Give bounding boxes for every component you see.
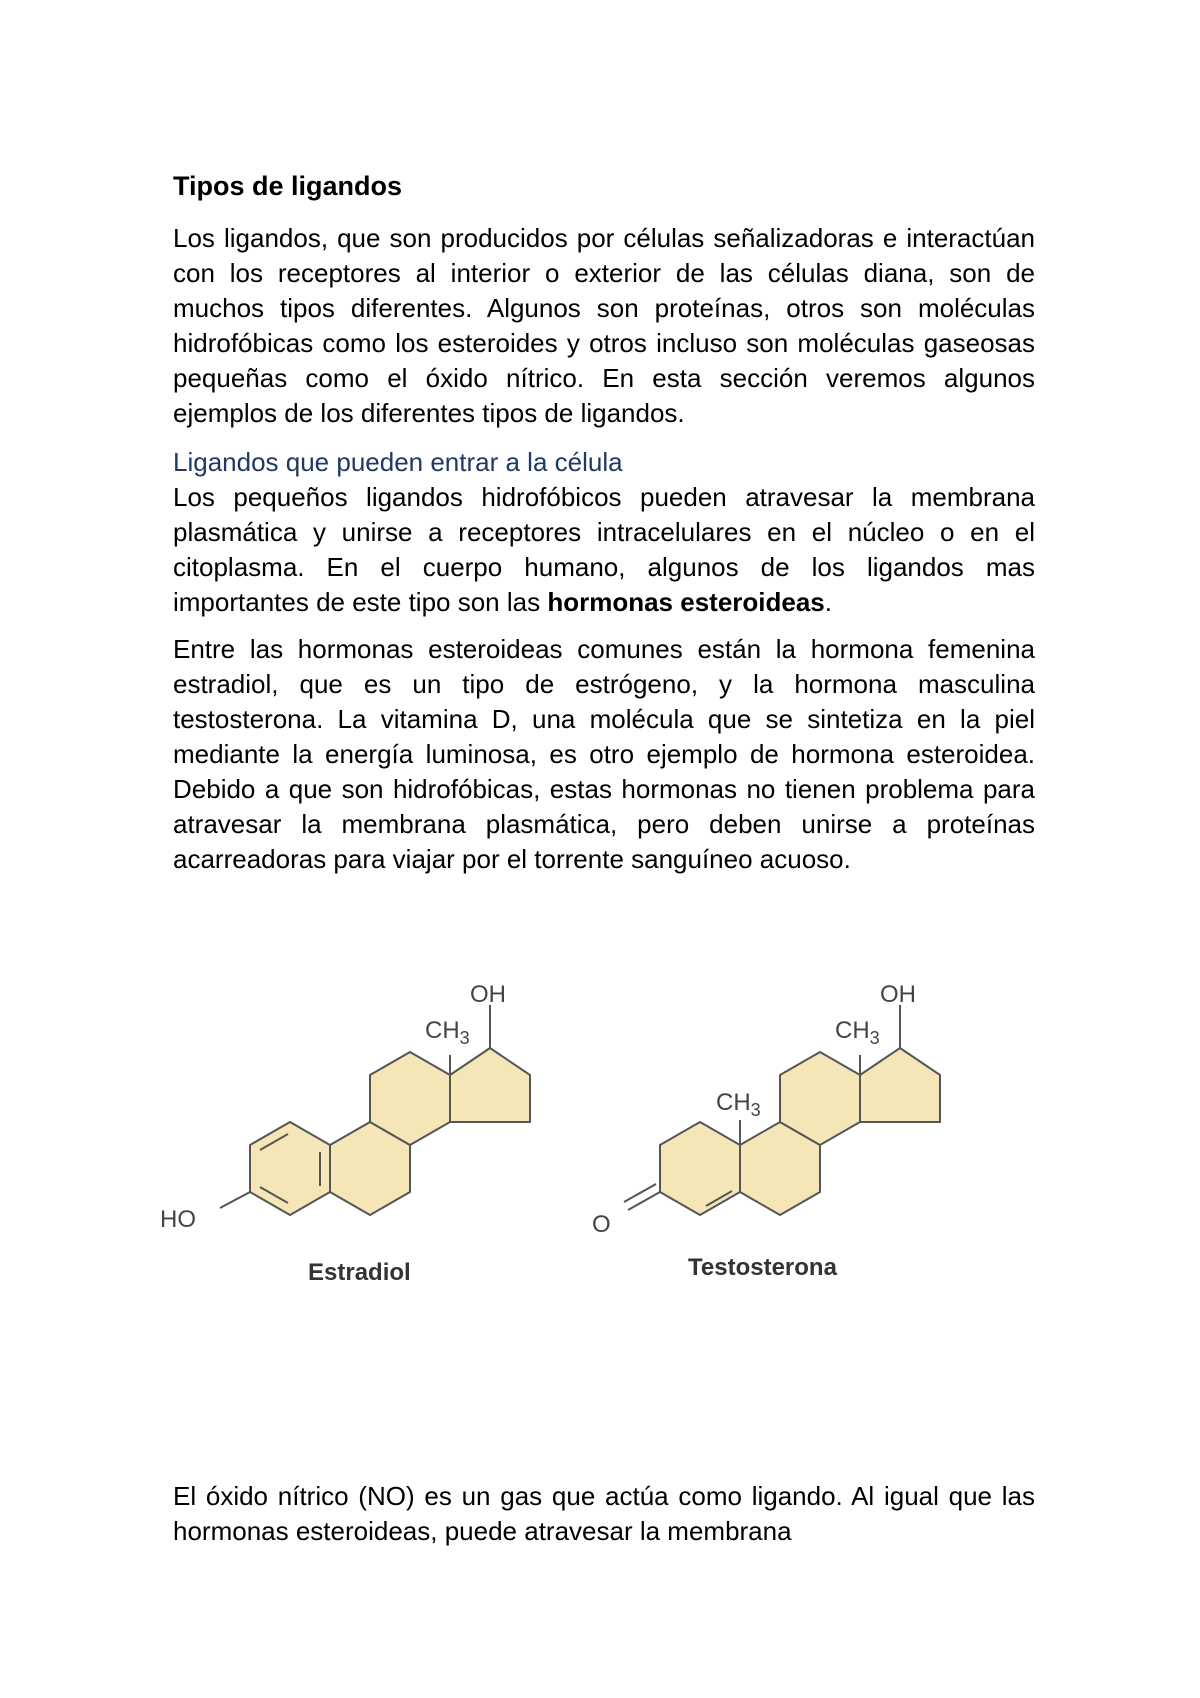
estradiol-ho-label: HO xyxy=(160,1206,196,1233)
estradiol-ring-a xyxy=(250,1122,330,1215)
testosterona-ch3-mid-label: $CH_3$ xyxy=(716,1089,761,1120)
steroid-structures-figure xyxy=(160,980,1060,1320)
nitric-oxide-paragraph: El óxido nítrico (NO) es un gas que actúa como ligando. Al igual que las hormonas esteroideas, puede atravesar la membrana xyxy=(173,1481,1035,1546)
testosterona-structure xyxy=(624,1005,940,1215)
hormones-paragraph: Entre las hormonas esteroideas comunes están la hormona femenina estradiol, que es un tipo de estrógeno, y la hormona masculina testosterona. La vitamina D, una molécula que se sintetiza en la piel mediante la energía luminosa, es otro ejemplo de hormona esteroidea. Debido a que son hidrofóbicas, estas hormonas no tienen problema para atravesar la membrana plasmática, pero deben unirse a proteínas acarreadoras para viajar por el torrente sanguíneo acuoso. xyxy=(173,634,1035,874)
testosterona-labels xyxy=(592,981,916,1281)
testosterona-ring-a xyxy=(660,1122,740,1215)
steroid-paragraph-text: Los pequeños ligandos hidrofóbicos pueden atravesar la membrana plasmática y unirse a receptores intracelulares en el núcleo o en el citoplasma. En el cuerpo humano, algunos de los ligandos mas importantes de este tipo son las xyxy=(173,482,1035,617)
estradiol-ring-d xyxy=(450,1048,530,1122)
subsection-title: Ligandos que pueden entrar a la célula xyxy=(173,447,623,477)
estradiol-structure xyxy=(220,1005,530,1215)
closing-section xyxy=(173,1479,1035,1549)
testosterona-name: Testosterona xyxy=(688,1254,837,1281)
estradiol-labels xyxy=(160,981,506,1286)
steroid-hormones-term: hormonas esteroideas xyxy=(547,587,825,617)
steroid-paragraph xyxy=(173,480,1035,620)
testosterona-ring-d xyxy=(860,1048,940,1122)
document-body xyxy=(173,168,1035,877)
steroid-paragraph-end: . xyxy=(824,587,832,617)
testosterona-ch3-top-label: $CH_3$ xyxy=(835,1017,880,1048)
estradiol-oh-label: OH xyxy=(470,981,506,1008)
estradiol-name: Estradiol xyxy=(308,1259,411,1286)
estradiol-ch3-label: $CH_3$ xyxy=(425,1017,470,1048)
testosterona-oxygen-label: O xyxy=(592,1211,611,1238)
intro-paragraph: Los ligandos, que son producidos por células señalizadoras e interactúan con los receptores al interior o exterior de las células diana, son de muchos tipos diferentes. Algunos son proteínas, otros son moléculas hidrofóbicas como los esteroides y otros incluso son moléculas gaseosas pequeñas como el óxido nítrico. En esta sección veremos algunos ejemplos de los diferentes tipos de ligandos. xyxy=(173,223,1035,428)
testosterona-oh-label: OH xyxy=(880,981,916,1008)
section-title: Tipos de ligandos xyxy=(173,171,403,201)
steroid-structures-svg xyxy=(160,980,1060,1320)
